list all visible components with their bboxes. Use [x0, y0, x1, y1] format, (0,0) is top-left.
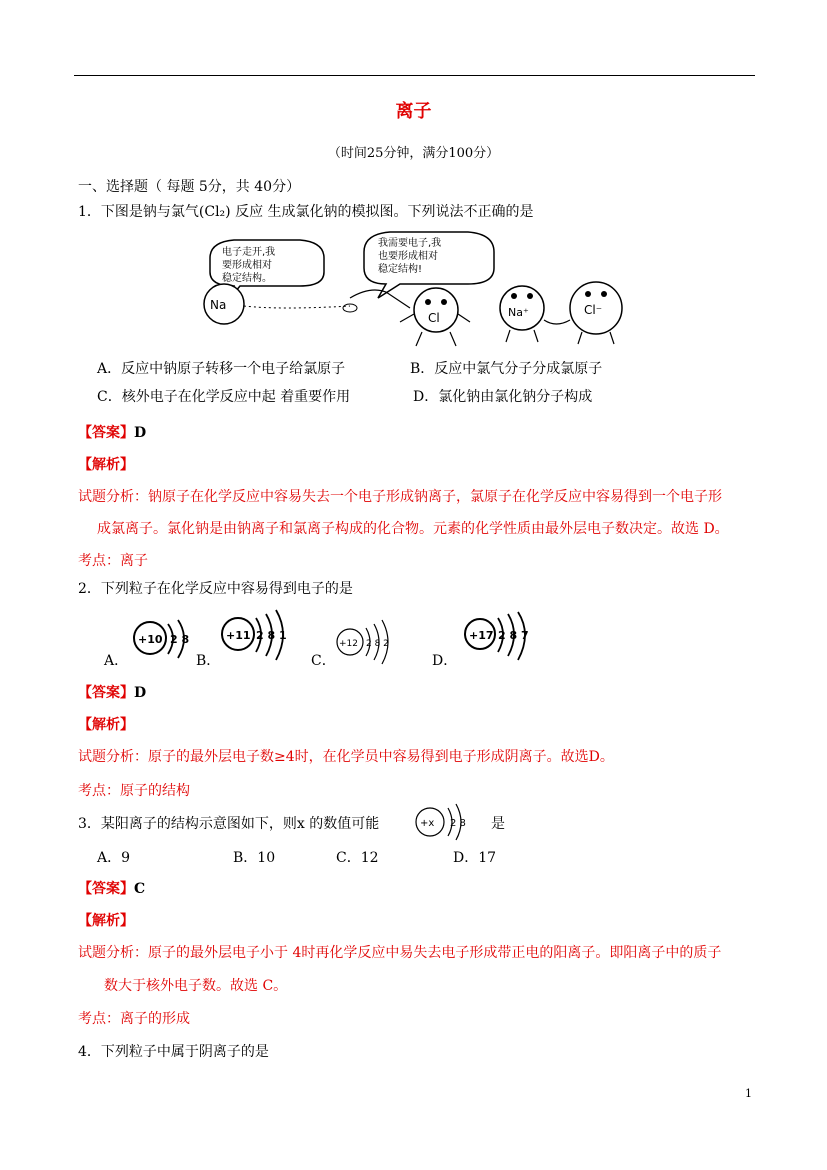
page-title: 离子	[395, 101, 432, 122]
q3-answer-value: C	[134, 881, 146, 897]
q2-diagram-d	[458, 610, 534, 666]
na-ion-label: Na⁺	[508, 306, 529, 319]
cl-atom-icon	[414, 288, 458, 332]
section-heading: 一、选择题（ 每题 5分，共 40分）	[78, 179, 301, 195]
holding-hands-icon	[544, 320, 570, 324]
left-bubble-line-1: 电子走开,我	[222, 247, 276, 258]
q3-point: 考点：离子的形成	[78, 1011, 190, 1027]
q1-analysis-line-2: 成氯离子。氯化钠是由钠离子和氯离子构成的化合物。元素的化学性质由最外层电子数决定。故选 D。	[97, 521, 729, 537]
q2-d-nucleus: +17	[469, 629, 494, 642]
grabbing-hand-icon	[350, 290, 410, 308]
q1-option-b: B．反应中氯气分子分成氯原子	[410, 361, 603, 377]
cl-legs-icon	[416, 332, 456, 346]
right-bubble-line-2: 也要形成相对	[378, 251, 438, 262]
header-rule	[74, 75, 755, 76]
q2-answer-line	[78, 686, 146, 700]
q3-nucleus: +x	[420, 818, 435, 829]
q2-answer-value: D	[134, 685, 147, 701]
page-number: 1	[745, 1087, 752, 1100]
cl-eye-right-icon	[441, 299, 447, 305]
q3-stem: 3．某阳离子的结构示意图如下，则x 的数值可能	[78, 816, 380, 832]
q2-b-nucleus: +11	[226, 629, 251, 642]
page-subtitle: （时间25分钟，满分100分）	[327, 146, 500, 161]
q2-diagram-b	[214, 608, 298, 666]
q3-stem-end: 是	[491, 816, 505, 832]
q2-c-shells: 2 8 2	[366, 639, 389, 649]
q3-analysis-line-2: 数大于核外电子数。故选 C。	[104, 978, 288, 994]
q2-diagram-a	[128, 612, 198, 666]
na-atom-label: Na	[210, 298, 227, 312]
na-ion-eye-left-icon	[511, 293, 517, 299]
right-bubble-line-3: 稳定结构!	[378, 264, 423, 275]
electron-icon	[343, 304, 357, 312]
q1-option-c: C．核外电子在化学反应中起 着重要作用	[97, 389, 351, 405]
q3-answer-line	[78, 882, 145, 896]
q3-option-b: B．10	[233, 850, 276, 866]
q2-b-shells: 2 8 1	[256, 629, 287, 642]
cl-atom-label: Cl	[428, 311, 440, 325]
q2-c-nucleus: +12	[339, 639, 358, 649]
cl-eye-left-icon	[425, 299, 431, 305]
q3-shells: 2 8	[450, 818, 466, 829]
q2-answer-tag: 【答案】	[78, 685, 134, 701]
cl-ion-eye-left-icon	[585, 291, 591, 297]
q2-stem: 2．下列粒子在化学反应中容易得到电子的是	[78, 581, 353, 597]
cl-ion-label: Cl⁻	[584, 303, 603, 317]
left-bubble-line-2: 要形成相对	[222, 260, 272, 271]
right-bubble-line-1: 我需要电子,我	[378, 238, 442, 249]
q1-answer-line	[78, 426, 146, 440]
q2-label-d: D．	[432, 653, 458, 669]
q1-answer-tag: 【答案】	[78, 425, 134, 441]
q3-option-a: A．9	[97, 850, 131, 866]
q4-stem: 4．下列粒子中属于阴离子的是	[78, 1044, 269, 1060]
na-ion-eye-right-icon	[527, 293, 533, 299]
q1-stem: 1．下图是钠与氯气(Cl₂) 反应 生成氯化钠的模拟图。下列说法不正确的是	[78, 204, 534, 220]
na-ion-legs-icon	[506, 330, 538, 342]
q1-option-a: A．反应中钠原子转移一个电子给氯原子	[97, 361, 346, 377]
q1-answer-value: D	[134, 425, 147, 441]
q1-analysis-tag: 【解析】	[78, 457, 134, 473]
q2-analysis-tag: 【解析】	[78, 717, 134, 733]
q3-answer-tag: 【答案】	[78, 881, 134, 897]
left-bubble-line-3: 稳定结构。	[222, 273, 272, 284]
q1-point: 考点：离子	[78, 553, 148, 569]
q2-d-shells: 2 8 7	[498, 629, 529, 642]
q3-diagram	[412, 802, 478, 846]
q2-a-shells: 2 8	[170, 633, 190, 646]
q2-diagram-c	[334, 614, 394, 670]
q3-analysis-line-1: 试题分析：原子的最外层电子小于 4时再化学反应中易失去电子形成带正电的阳离子。即阳离子中的质子	[78, 945, 722, 961]
q2-analysis: 试题分析：原子的最外层电子数≥4时，在化学员中容易得到电子形成阴离子。故选D。	[78, 749, 614, 765]
q1-analysis-line-1: 试题分析：钠原子在化学反应中容易失去一个电子形成钠离子，氯原子在化学反应中容易得到一个电子形	[78, 489, 722, 505]
q2-label-c: C．	[311, 653, 336, 669]
q1-cartoon-figure	[200, 228, 646, 350]
q3-analysis-tag: 【解析】	[78, 913, 134, 929]
q2-label-b: B．	[196, 653, 221, 669]
q3-option-d: D．17	[453, 850, 497, 866]
q1-option-d: D．氯化钠由氯化钠分子构成	[413, 389, 593, 405]
electron-trail-icon	[244, 306, 350, 308]
q2-label-a: A．	[104, 653, 129, 669]
q2-point: 考点：原子的结构	[78, 783, 190, 799]
cl-ion-eye-right-icon	[601, 291, 607, 297]
q2-a-nucleus: +10	[138, 633, 163, 646]
q3-option-c: C．12	[336, 850, 379, 866]
